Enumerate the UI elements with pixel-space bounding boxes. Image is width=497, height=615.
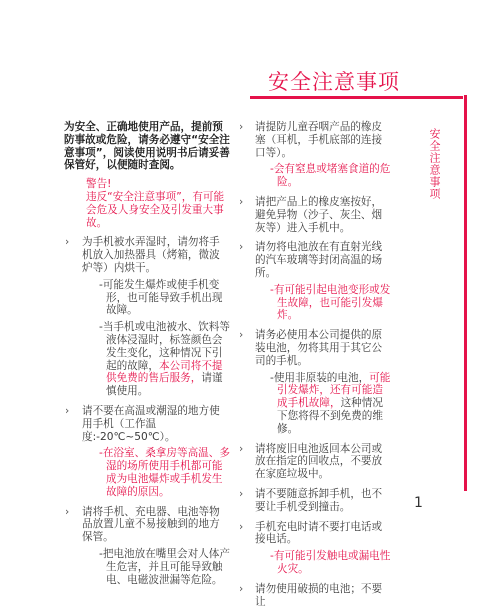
list-item-text: 请勿使用破损的电池；不要让 bbox=[255, 582, 383, 608]
page-number: 1 bbox=[414, 495, 423, 511]
list-item bbox=[238, 583, 392, 609]
warning-body: 违反“安全注意事项”，有可能会危及人身安全及引发重大事故。 bbox=[86, 190, 225, 229]
bullet-icon: › bbox=[239, 487, 244, 500]
bullet-icon: › bbox=[65, 404, 70, 417]
side-vertical-rule bbox=[464, 95, 467, 491]
right-column bbox=[238, 121, 392, 615]
list-subitem: -有可能引起电池变形或发生故障，也可能引发爆炸。 bbox=[270, 283, 391, 322]
warning-title: 警告! bbox=[86, 178, 112, 191]
list-subitem bbox=[257, 372, 392, 436]
list-subitem-text: -当手机或电池被水、饮料等液体浸湿时，标签颜色会发生变化，这种情况下引起的故障， bbox=[99, 321, 230, 372]
list-subitem-highlight: 本公司将不提供免费的售后服务， bbox=[106, 359, 223, 385]
bullet-icon: › bbox=[239, 329, 244, 342]
list-item bbox=[238, 488, 392, 514]
list-subitem-text: 这种情况下您将得不到免费的维修。 bbox=[277, 397, 383, 435]
list-item bbox=[64, 236, 230, 274]
bullet-icon: › bbox=[239, 121, 244, 133]
list-subitem-highlight: 可能引发爆炸，还有可能造成手机故障， bbox=[277, 371, 391, 410]
list-subitem: -有可能引发触电或漏电性火灾。 bbox=[270, 550, 391, 575]
list-subitem bbox=[86, 321, 230, 398]
list-item-text: 请勿将电池放在有直射光线的汽车玻璃等封闭高温的场所。 bbox=[255, 241, 383, 279]
list-item-text: 请务必使用本公司提供的原装电池，勿将其用于其它公司的手机。 bbox=[255, 329, 383, 367]
list-item-text: 请提防儿童吞咽产品的橡皮塞（耳机，手机底部的连接口等）。 bbox=[255, 121, 383, 159]
list-subitem: -会有窒息或堵塞食道的危险。 bbox=[270, 163, 391, 189]
list-subitem-text: 请谨慎使用。 bbox=[106, 372, 223, 398]
bullet-icon: › bbox=[239, 241, 244, 254]
bullet-icon: › bbox=[65, 236, 70, 249]
list-item bbox=[238, 121, 392, 159]
list-subitem: -把电池放在嘴里会对人体产生危害，并且可能导致触电、电磁波泄漏等危险。 bbox=[99, 547, 230, 586]
list-subitem-text: -使用非原装的电池， bbox=[270, 371, 370, 384]
bullet-icon: › bbox=[239, 582, 244, 595]
bullet-icon: › bbox=[239, 442, 244, 455]
list-item bbox=[238, 443, 392, 481]
list-item bbox=[238, 521, 392, 547]
bullet-icon: › bbox=[239, 195, 244, 208]
list-item bbox=[64, 506, 230, 544]
side-section-label: 安全注意事项 bbox=[428, 128, 441, 200]
title-underline bbox=[250, 96, 463, 99]
bullet-icon: › bbox=[65, 505, 70, 518]
page-title: 安全注意事项 bbox=[268, 70, 400, 94]
list-item bbox=[238, 196, 392, 234]
list-item bbox=[238, 241, 392, 279]
list-subitem: -在浴室、桑拿房等高温、多湿的场所使用手机都可能成为电池爆炸或手机发生故障的原因。 bbox=[99, 447, 230, 498]
list-subitem: -可能发生爆炸或使手机变形，也可能导致手机出现故障。 bbox=[99, 278, 223, 317]
list-item bbox=[64, 405, 230, 443]
list-item-text: 请将废旧电池返回本公司或放在指定的回收点，不要放在家庭垃圾中。 bbox=[255, 442, 383, 481]
list-item-text: 请不要随意拆卸手机，也不要让手机受到撞击。 bbox=[255, 487, 383, 513]
bullet-icon: › bbox=[239, 520, 244, 533]
left-column bbox=[64, 121, 230, 593]
list-item-text: 手机充电时请不要打电话或接电话。 bbox=[255, 520, 383, 546]
list-item-text: 请不要在高温或潮湿的地方使用手机（工作温度:-20℃~50℃）。 bbox=[82, 404, 220, 443]
intro-paragraph: 为安全、正确地使用产品，提前预防事故或危险，请务必遵守“安全注意事项”，阅读使用说明书后请妥善保管好，以便随时查阅。 bbox=[64, 121, 230, 172]
list-item-text: 请将手机、充电器、电池等物品放置儿童不易接触到的地方保管。 bbox=[82, 505, 220, 544]
list-item-text: 请把产品上的橡皮塞按好，避免异物（沙子、灰尘、烟灰等）进入手机中。 bbox=[255, 195, 383, 234]
list-item-text: 为手机被水弄湿时，请勿将手机放入加热器具（烤箱，微波炉等）内烘干。 bbox=[82, 236, 220, 274]
list-item bbox=[238, 329, 392, 367]
